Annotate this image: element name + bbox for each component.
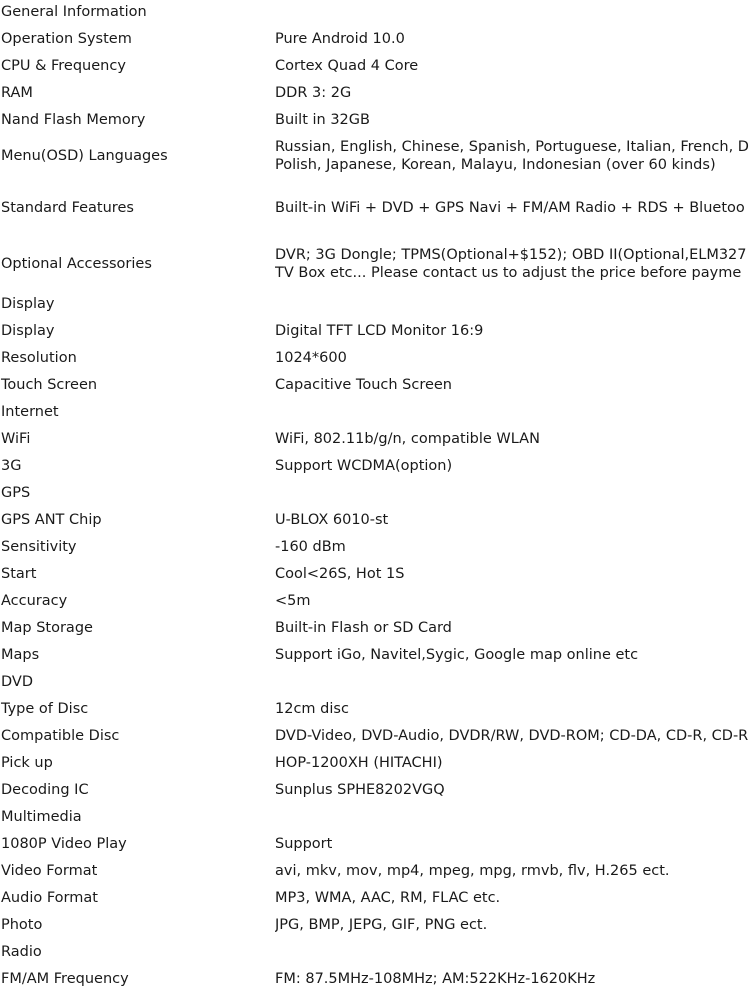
spec-value: Cool<26S, Hot 1S (275, 566, 405, 582)
spec-value: DVD-Video, DVD-Audio, DVDR/RW, DVD-ROM; CD-DA, CD-R, CD-R (275, 728, 749, 744)
spec-value: Built in 32GB (275, 112, 370, 128)
spec-row (0, 670, 750, 697)
spec-label: Photo (1, 917, 43, 933)
spec-row (0, 54, 750, 81)
spec-label: Maps (1, 647, 40, 663)
spec-value: Support iGo, Navitel,Sygic, Google map online etc (275, 647, 639, 663)
spec-label: DVD (1, 674, 33, 690)
spec-row (0, 27, 750, 54)
spec-label: General Information (1, 4, 147, 20)
spec-label: 1080P Video Play (1, 836, 127, 852)
spec-value: Capacitive Touch Screen (275, 377, 453, 393)
spec-value: HOP-1200XH (HITACHI) (275, 755, 443, 771)
spec-row (0, 427, 750, 454)
spec-value-line: TV Box etc... Please contact us to adjust the price before payme (275, 265, 742, 281)
spec-row (0, 589, 750, 616)
spec-value: 12cm disc (275, 701, 349, 717)
spec-value: Built-in Flash or SD Card (275, 620, 452, 636)
spec-label: Sensitivity (1, 539, 77, 555)
spec-value: Cortex Quad 4 Core (275, 58, 419, 74)
spec-row (0, 481, 750, 508)
spec-row (0, 724, 750, 751)
spec-label: Radio (1, 944, 42, 960)
spec-row (0, 454, 750, 481)
spec-value: avi, mkv, mov, mp4, mpeg, mpg, rmvb, flv, H.265 ect. (275, 863, 670, 879)
spec-label: WiFi (1, 431, 31, 447)
spec-value: Support (275, 836, 333, 852)
spec-row (0, 0, 750, 27)
spec-value (275, 138, 750, 174)
spec-label: GPS ANT Chip (1, 512, 102, 528)
spec-label: Internet (1, 404, 59, 420)
spec-value: JPG, BMP, JEPG, GIF, PNG ect. (275, 917, 488, 933)
spec-row (0, 805, 750, 832)
spec-value: Sunplus SPHE8202VGQ (275, 782, 445, 798)
spec-value-line: Russian, English, Chinese, Spanish, Portuguese, Italian, French, D (275, 139, 749, 155)
spec-row (0, 940, 750, 967)
spec-value: Support WCDMA(option) (275, 458, 453, 474)
spec-row (0, 778, 750, 805)
spec-row (0, 535, 750, 562)
spec-label: RAM (1, 85, 33, 101)
spec-value: 1024*600 (275, 350, 347, 366)
spec-row (0, 697, 750, 724)
spec-row (0, 508, 750, 535)
spec-value: Pure Android 10.0 (275, 31, 405, 47)
spec-label: Display (1, 323, 55, 339)
spec-label: Touch Screen (1, 377, 98, 393)
spec-label: Type of Disc (1, 701, 89, 717)
spec-row (0, 562, 750, 589)
spec-value: U-BLOX 6010-st (275, 512, 389, 528)
spec-label: Nand Flash Memory (1, 112, 146, 128)
spec-label: Standard Features (1, 200, 134, 216)
spec-row (0, 108, 750, 135)
spec-value-line: DVR; 3G Dongle; TPMS(Optional+$152); OBD II(Optional,ELM327 (275, 247, 747, 263)
spec-row (0, 832, 750, 859)
spec-value (275, 246, 750, 282)
spec-label: Pick up (1, 755, 53, 771)
spec-label: Multimedia (1, 809, 82, 825)
spec-row (0, 913, 750, 940)
spec-label: 3G (1, 458, 22, 474)
spec-value: DDR 3: 2G (275, 85, 352, 101)
spec-row (0, 751, 750, 778)
spec-value: Digital TFT LCD Monitor 16:9 (275, 323, 484, 339)
spec-row (0, 81, 750, 108)
spec-label: Operation System (1, 31, 132, 47)
spec-row (0, 346, 750, 373)
spec-value: Built-in WiFi + DVD + GPS Navi + FM/AM Radio + RDS + Bluetoo (275, 200, 745, 216)
spec-label: Compatible Disc (1, 728, 120, 744)
spec-row (0, 319, 750, 346)
spec-value: <5m (275, 593, 311, 609)
spec-label: Menu(OSD) Languages (1, 148, 168, 164)
spec-label: Decoding IC (1, 782, 89, 798)
spec-row (0, 967, 750, 994)
spec-label: GPS (1, 485, 31, 501)
spec-row (0, 236, 750, 292)
spec-label: Accuracy (1, 593, 68, 609)
spec-row (0, 180, 750, 236)
spec-value: -160 dBm (275, 539, 346, 555)
spec-row (0, 292, 750, 319)
spec-label: Video Format (1, 863, 98, 879)
spec-row (0, 616, 750, 643)
spec-value: FM: 87.5MHz-108MHz; AM:522KHz-1620KHz (275, 971, 596, 987)
spec-row (0, 643, 750, 670)
spec-value: MP3, WMA, AAC, RM, FLAC etc. (275, 890, 501, 906)
spec-label: Audio Format (1, 890, 98, 906)
spec-label: Resolution (1, 350, 77, 366)
spec-row (0, 859, 750, 886)
spec-label: Display (1, 296, 55, 312)
spec-label: Optional Accessories (1, 256, 152, 272)
spec-value: WiFi, 802.11b/g/n, compatible WLAN (275, 431, 540, 447)
spec-label: Map Storage (1, 620, 93, 636)
spec-label: Start (1, 566, 37, 582)
spec-label: FM/AM Frequency (1, 971, 129, 987)
spec-row (0, 373, 750, 400)
spec-row (0, 886, 750, 913)
spec-label: CPU & Frequency (1, 58, 126, 74)
spec-row (0, 135, 750, 180)
spec-value-line: Polish, Japanese, Korean, Malayu, Indonesian (over 60 kinds) (275, 157, 716, 173)
spec-row (0, 400, 750, 427)
